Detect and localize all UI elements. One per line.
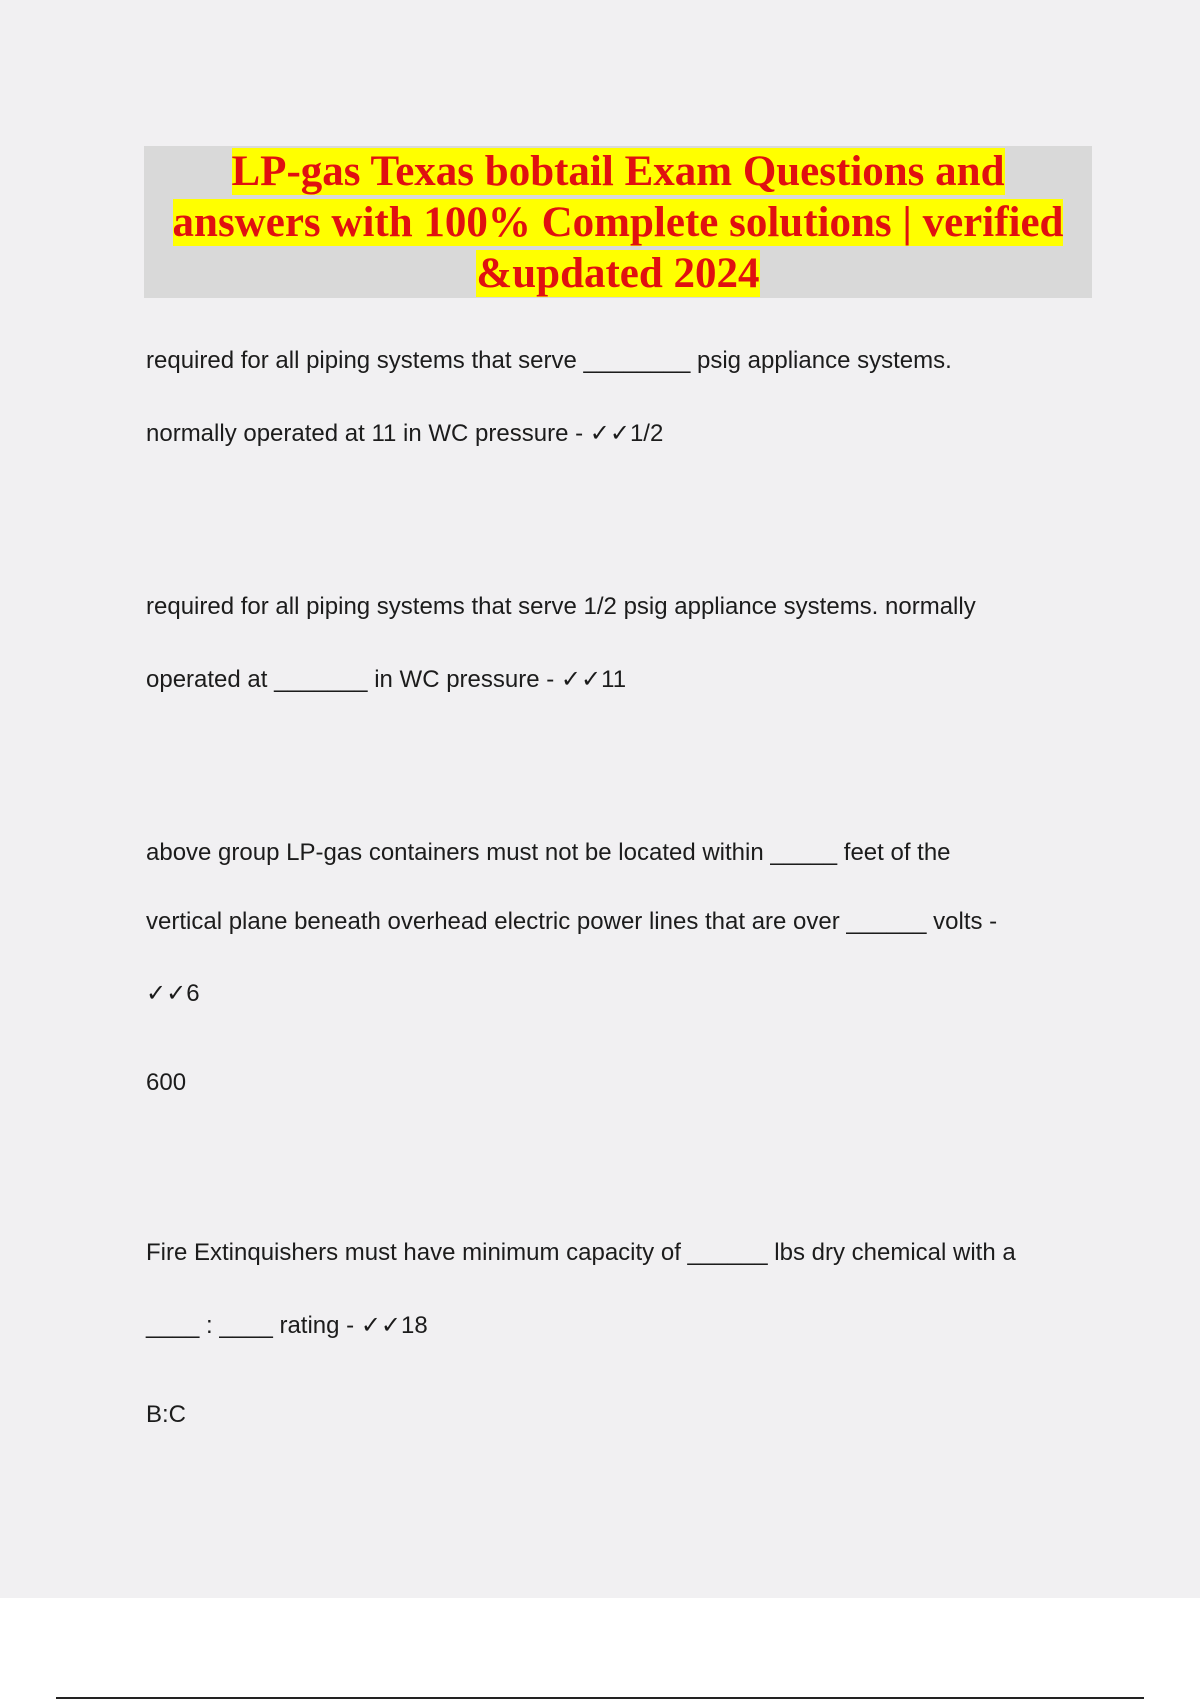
question-1-line-2-answer: normally operated at 11 in WC pressure - ✓✓1/2 <box>146 420 664 447</box>
question-4-answer-2: B:C <box>146 1401 187 1428</box>
title-line-2: answers with 100% Complete solutions | verified <box>172 199 1064 246</box>
question-1-line-1: required for all piping systems that serve ________ psig appliance systems. <box>146 347 952 374</box>
question-4-line-1: Fire Extinquishers must have minimum capacity of ______ lbs dry chemical with a <box>146 1239 1016 1266</box>
question-2-line-2-answer: operated at _______ in WC pressure - ✓✓11 <box>146 666 627 693</box>
question-4-line-2-answer: ____ : ____ rating - ✓✓18 <box>146 1312 428 1339</box>
title-line-1: LP-gas Texas bobtail Exam Questions and <box>231 148 1005 195</box>
question-3-answer-2: 600 <box>146 1069 187 1096</box>
footer-divider <box>56 1697 1144 1699</box>
question-2-line-1: required for all piping systems that serve 1/2 psig appliance systems. normally <box>146 593 976 620</box>
title-line-3: &updated 2024 <box>476 250 760 297</box>
question-3-line-1: above group LP-gas containers must not be located within _____ feet of the <box>146 839 951 866</box>
question-3-line-2: vertical plane beneath overhead electric power lines that are over ______ volts - <box>146 908 998 935</box>
document-title <box>144 146 1092 299</box>
question-3-answer-1: ✓✓6 <box>146 980 200 1007</box>
